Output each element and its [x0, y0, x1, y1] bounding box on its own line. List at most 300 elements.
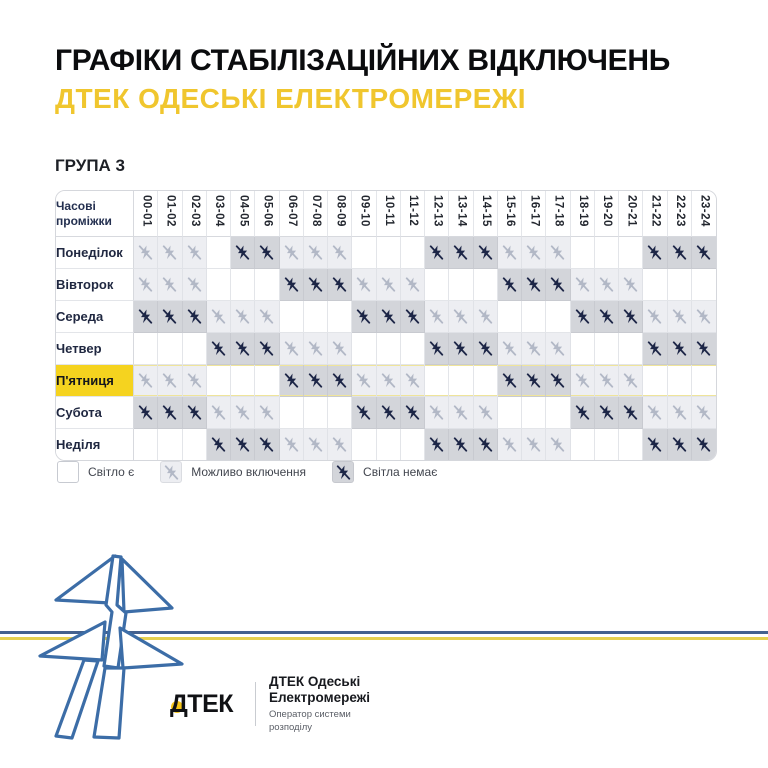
schedule-cell-off [619, 397, 643, 429]
hour-label: 04-05 [231, 191, 255, 237]
no-power-bolt-icon [308, 277, 323, 292]
schedule-cell-off [377, 301, 401, 333]
no-power-bolt-icon [235, 405, 250, 420]
schedule-cell-maybe [449, 397, 473, 429]
hour-label: 23-24 [692, 191, 716, 237]
no-power-bolt-icon [332, 437, 347, 452]
no-power-bolt-icon [381, 373, 396, 388]
day-label: Понеділок [56, 237, 134, 269]
schedule-cell-on [401, 333, 425, 365]
no-power-bolt-icon [336, 465, 351, 480]
schedule-cell-on [571, 333, 595, 365]
hours-header-row [56, 191, 716, 237]
schedule-cell-maybe [498, 333, 522, 365]
schedule-cell-off [643, 429, 667, 460]
schedule-cell-off [595, 301, 619, 333]
schedule-cell-on [643, 365, 667, 397]
no-power-bolt-icon [502, 277, 517, 292]
schedule-cell-off [522, 269, 546, 301]
schedule-cell-maybe [231, 301, 255, 333]
no-power-bolt-icon [696, 309, 711, 324]
no-power-bolt-icon [599, 373, 614, 388]
schedule-cell-on [280, 301, 304, 333]
no-power-bolt-icon [453, 309, 468, 324]
no-power-bolt-icon [162, 309, 177, 324]
schedule-cell-on [280, 397, 304, 429]
schedule-row [56, 365, 716, 397]
legend-swatch [57, 461, 79, 483]
schedule-cell-maybe [619, 365, 643, 397]
no-power-bolt-icon [211, 437, 226, 452]
no-power-bolt-icon [235, 309, 250, 324]
schedule-cell-on [377, 429, 401, 460]
schedule-cell-on [352, 237, 376, 269]
schedule-row [56, 397, 716, 429]
no-power-bolt-icon [259, 341, 274, 356]
schedule-cell-off [328, 269, 352, 301]
schedule-cell-off [231, 333, 255, 365]
schedule-cell-off [280, 365, 304, 397]
no-power-bolt-icon [187, 373, 202, 388]
no-power-bolt-icon [332, 373, 347, 388]
schedule-cell-off [304, 269, 328, 301]
schedule-cell-on [595, 429, 619, 460]
schedule-cell-on [255, 269, 279, 301]
no-power-bolt-icon [672, 309, 687, 324]
schedule-cell-off [183, 301, 207, 333]
schedule-cell-off [668, 237, 692, 269]
schedule-cell-off [207, 429, 231, 460]
no-power-bolt-icon [235, 341, 250, 356]
schedule-cell-maybe [328, 333, 352, 365]
schedule-cell-off [425, 429, 449, 460]
group-label: ГРУПА 3 [55, 156, 126, 175]
schedule-cell-maybe [377, 269, 401, 301]
no-power-bolt-icon [405, 373, 420, 388]
no-power-bolt-icon [647, 309, 662, 324]
schedule-cell-off [280, 269, 304, 301]
no-power-bolt-icon [284, 373, 299, 388]
no-power-bolt-icon [526, 341, 541, 356]
schedule-row [56, 301, 716, 333]
schedule-cell-off [207, 333, 231, 365]
hour-label: 06-07 [280, 191, 304, 237]
schedule-cell-maybe [158, 269, 182, 301]
company-name-line1: ДТЕК Одеські [269, 674, 361, 689]
legend-swatch [332, 461, 354, 483]
schedule-cell-on [619, 429, 643, 460]
schedule-cell-on [425, 269, 449, 301]
schedule-cell-maybe [280, 333, 304, 365]
no-power-bolt-icon [647, 437, 662, 452]
schedule-cell-off [304, 365, 328, 397]
schedule-cell-maybe [546, 333, 570, 365]
hour-label: 21-22 [643, 191, 667, 237]
no-power-bolt-icon [332, 341, 347, 356]
schedule-cell-off [595, 397, 619, 429]
no-power-bolt-icon [138, 245, 153, 260]
no-power-bolt-icon [575, 373, 590, 388]
no-power-bolt-icon [550, 245, 565, 260]
schedule-cell-off [449, 237, 473, 269]
schedule-cell-off [328, 365, 352, 397]
hour-label: 19-20 [595, 191, 619, 237]
schedule-cell-on [158, 333, 182, 365]
no-power-bolt-icon [381, 277, 396, 292]
no-power-bolt-icon [647, 341, 662, 356]
no-power-bolt-icon [526, 437, 541, 452]
schedule-cell-maybe [522, 333, 546, 365]
day-label: Четвер [56, 333, 134, 365]
dtek-logo [170, 690, 242, 718]
schedule-cell-off [158, 397, 182, 429]
hour-label: 02-03 [183, 191, 207, 237]
schedule-cell-off [401, 397, 425, 429]
schedule-cell-off [255, 429, 279, 460]
schedule-cell-off [571, 397, 595, 429]
no-power-bolt-icon [162, 277, 177, 292]
schedule-cell-off [668, 429, 692, 460]
no-power-bolt-icon [429, 245, 444, 260]
schedule-cell-maybe [328, 237, 352, 269]
schedule-cell-on [449, 365, 473, 397]
schedule-cell-off [498, 365, 522, 397]
schedule-cell-on [498, 397, 522, 429]
no-power-bolt-icon [478, 309, 493, 324]
no-power-bolt-icon [235, 437, 250, 452]
legend-item [160, 461, 306, 483]
schedule-cell-maybe [352, 269, 376, 301]
company-sub-line [269, 709, 370, 734]
schedule-cell-on [231, 269, 255, 301]
schedule-cell-maybe [231, 397, 255, 429]
hour-label: 13-14 [449, 191, 473, 237]
schedule-cell-maybe [522, 237, 546, 269]
schedule-cell-maybe [255, 397, 279, 429]
legend-label: Можливо включення [191, 465, 307, 479]
no-power-bolt-icon [623, 405, 638, 420]
no-power-bolt-icon [696, 341, 711, 356]
schedule-cell-on [377, 237, 401, 269]
schedule-cell-maybe [401, 365, 425, 397]
no-power-bolt-icon [138, 277, 153, 292]
schedule-cell-maybe [692, 301, 716, 333]
no-power-bolt-icon [696, 437, 711, 452]
schedule-cell-off [255, 237, 279, 269]
day-label: Субота [56, 397, 134, 429]
schedule-cell-off [377, 397, 401, 429]
no-power-bolt-icon [405, 405, 420, 420]
no-power-bolt-icon [138, 373, 153, 388]
schedule-cell-off [571, 301, 595, 333]
no-power-bolt-icon [550, 437, 565, 452]
schedule-cell-on [692, 365, 716, 397]
no-power-bolt-icon [308, 245, 323, 260]
hour-label: 18-19 [571, 191, 595, 237]
schedule-cell-maybe [474, 301, 498, 333]
schedule-cell-maybe [498, 237, 522, 269]
schedule-cell-off [474, 237, 498, 269]
schedule-cell-on [328, 301, 352, 333]
no-power-bolt-icon [138, 405, 153, 420]
no-power-bolt-icon [429, 309, 444, 324]
schedule-cell-maybe [304, 333, 328, 365]
schedule-cell-off [474, 429, 498, 460]
schedule-cell-maybe [643, 301, 667, 333]
schedule-cell-maybe [498, 429, 522, 460]
no-power-bolt-icon [550, 341, 565, 356]
no-power-bolt-icon [696, 245, 711, 260]
schedule-cell-off [425, 333, 449, 365]
schedule-cell-maybe [668, 397, 692, 429]
schedule-row [56, 269, 716, 301]
schedule-cell-maybe [304, 237, 328, 269]
schedule-cell-on [401, 237, 425, 269]
hour-label: 00-01 [134, 191, 158, 237]
logo-wordmark: ДТЕК [170, 690, 234, 719]
no-power-bolt-icon [381, 405, 396, 420]
schedule-cell-on [522, 397, 546, 429]
no-power-bolt-icon [284, 341, 299, 356]
hour-label: 01-02 [158, 191, 182, 237]
no-power-bolt-icon [259, 245, 274, 260]
schedule-cell-off [255, 333, 279, 365]
no-power-bolt-icon [284, 245, 299, 260]
schedule-cell-on [231, 365, 255, 397]
hour-label: 05-06 [255, 191, 279, 237]
schedule-cell-off [183, 397, 207, 429]
no-power-bolt-icon [308, 437, 323, 452]
day-label: Неділя [56, 429, 134, 460]
no-power-bolt-icon [550, 277, 565, 292]
schedule-cell-maybe [571, 365, 595, 397]
schedule-cell-maybe [183, 269, 207, 301]
schedule-cell-off [546, 269, 570, 301]
schedule-cell-on [474, 365, 498, 397]
company-name-line2: Електромережі [269, 690, 370, 706]
no-power-bolt-icon [478, 437, 493, 452]
schedule-cell-off [692, 429, 716, 460]
no-power-bolt-icon [164, 465, 179, 480]
schedule-cell-maybe [595, 269, 619, 301]
no-power-bolt-icon [429, 405, 444, 420]
hour-label: 22-23 [668, 191, 692, 237]
schedule-cell-maybe [401, 269, 425, 301]
schedule-cell-maybe [183, 237, 207, 269]
company-sub-line1: Оператор системи [269, 709, 351, 721]
no-power-bolt-icon [211, 309, 226, 324]
no-power-bolt-icon [647, 245, 662, 260]
schedule-cell-on [183, 333, 207, 365]
no-power-bolt-icon [502, 437, 517, 452]
no-power-bolt-icon [429, 437, 444, 452]
hour-label: 15-16 [498, 191, 522, 237]
schedule-cell-on [474, 269, 498, 301]
hour-label: 12-13 [425, 191, 449, 237]
schedule-cell-on [546, 397, 570, 429]
no-power-bolt-icon [526, 277, 541, 292]
schedule-cell-on [377, 333, 401, 365]
schedule-cell-on [619, 333, 643, 365]
no-power-bolt-icon [575, 309, 590, 324]
schedule-cell-maybe [158, 365, 182, 397]
no-power-bolt-icon [502, 373, 517, 388]
no-power-bolt-icon [696, 405, 711, 420]
schedule-cell-maybe [158, 237, 182, 269]
schedule-cell-maybe [134, 365, 158, 397]
no-power-bolt-icon [187, 245, 202, 260]
no-power-bolt-icon [332, 245, 347, 260]
no-power-bolt-icon [672, 341, 687, 356]
schedule-cell-on [619, 237, 643, 269]
no-power-bolt-icon [502, 341, 517, 356]
schedule-cell-maybe [377, 365, 401, 397]
no-power-bolt-icon [187, 405, 202, 420]
no-power-bolt-icon [453, 341, 468, 356]
legend-swatch [160, 461, 182, 483]
schedule-cell-maybe [207, 301, 231, 333]
schedule-cell-on [401, 429, 425, 460]
transmission-tower-illustration [20, 550, 192, 746]
no-power-bolt-icon [526, 245, 541, 260]
no-power-bolt-icon [356, 405, 371, 420]
page-title: ГРАФІКИ СТАБІЛІЗАЦІЙНИХ ВІДКЛЮЧЕНЬ [55, 44, 670, 77]
schedule-cell-maybe [595, 365, 619, 397]
schedule-cell-maybe [280, 237, 304, 269]
schedule-row [56, 429, 716, 460]
footer-text [269, 674, 370, 734]
hour-label: 07-08 [304, 191, 328, 237]
schedule-cell-maybe [425, 397, 449, 429]
schedule-row [56, 237, 716, 269]
no-power-bolt-icon [259, 309, 274, 324]
no-power-bolt-icon [478, 341, 493, 356]
schedule-cell-on [643, 269, 667, 301]
schedule-cell-maybe [692, 397, 716, 429]
no-power-bolt-icon [187, 277, 202, 292]
schedule-cell-on [425, 365, 449, 397]
schedule-cell-on [328, 397, 352, 429]
no-power-bolt-icon [138, 309, 153, 324]
no-power-bolt-icon [162, 405, 177, 420]
footer-divider [255, 682, 256, 726]
no-power-bolt-icon [211, 405, 226, 420]
schedule-cell-on [352, 333, 376, 365]
schedule-cell-maybe [255, 301, 279, 333]
no-power-bolt-icon [599, 309, 614, 324]
schedule-cell-on [183, 429, 207, 460]
schedule-cell-maybe [328, 429, 352, 460]
no-power-bolt-icon [308, 373, 323, 388]
schedule-cell-on [207, 269, 231, 301]
no-power-bolt-icon [356, 373, 371, 388]
schedule-cell-off [619, 301, 643, 333]
schedule-cell-on [498, 301, 522, 333]
no-power-bolt-icon [575, 405, 590, 420]
schedule-cell-off [231, 237, 255, 269]
no-power-bolt-icon [453, 405, 468, 420]
schedule-cell-maybe [280, 429, 304, 460]
schedule-cell-off [668, 333, 692, 365]
no-power-bolt-icon [672, 405, 687, 420]
schedule-cell-maybe [546, 429, 570, 460]
hour-label: 11-12 [401, 191, 425, 237]
hour-label: 03-04 [207, 191, 231, 237]
schedule-cell-on [158, 429, 182, 460]
day-label: П'ятниця [56, 365, 134, 397]
schedule-cell-on [134, 429, 158, 460]
schedule-cell-maybe [304, 429, 328, 460]
no-power-bolt-icon [478, 405, 493, 420]
no-power-bolt-icon [259, 405, 274, 420]
no-power-bolt-icon [599, 405, 614, 420]
schedule-cell-on [595, 333, 619, 365]
schedule-cell-maybe [352, 365, 376, 397]
no-power-bolt-icon [575, 277, 590, 292]
schedule-cell-off [134, 301, 158, 333]
no-power-bolt-icon [453, 437, 468, 452]
no-power-bolt-icon [356, 309, 371, 324]
schedule-cell-on [207, 365, 231, 397]
no-power-bolt-icon [623, 277, 638, 292]
schedule-cell-off [425, 237, 449, 269]
hour-label: 10-11 [377, 191, 401, 237]
schedule-cell-off [352, 397, 376, 429]
schedule-cell-off [643, 237, 667, 269]
schedule-cell-on [207, 237, 231, 269]
no-power-bolt-icon [284, 277, 299, 292]
schedule-cell-maybe [571, 269, 595, 301]
schedule-cell-on [668, 269, 692, 301]
no-power-bolt-icon [550, 373, 565, 388]
no-power-bolt-icon [405, 309, 420, 324]
schedule-cell-maybe [134, 269, 158, 301]
schedule-cell-maybe [668, 301, 692, 333]
day-label: Вівторок [56, 269, 134, 301]
no-power-bolt-icon [381, 309, 396, 324]
no-power-bolt-icon [478, 245, 493, 260]
schedule-cell-maybe [619, 269, 643, 301]
no-power-bolt-icon [162, 245, 177, 260]
schedule-cell-off [546, 365, 570, 397]
no-power-bolt-icon [599, 277, 614, 292]
schedule-row [56, 333, 716, 365]
no-power-bolt-icon [162, 373, 177, 388]
schedule-cell-on [352, 429, 376, 460]
day-label: Середа [56, 301, 134, 333]
schedule-cell-off [522, 365, 546, 397]
schedule-cell-maybe [546, 237, 570, 269]
schedule-cell-off [134, 397, 158, 429]
schedule-cell-maybe [522, 429, 546, 460]
hour-label: 20-21 [619, 191, 643, 237]
schedule-cell-on [449, 269, 473, 301]
schedule-cell-maybe [643, 397, 667, 429]
schedule-cell-on [304, 397, 328, 429]
legend-label: Світло є [88, 465, 135, 479]
schedule-cell-maybe [134, 237, 158, 269]
no-power-bolt-icon [623, 373, 638, 388]
no-power-bolt-icon [502, 245, 517, 260]
hour-label: 08-09 [328, 191, 352, 237]
schedule-cell-maybe [449, 301, 473, 333]
schedule-cell-off [158, 301, 182, 333]
no-power-bolt-icon [187, 309, 202, 324]
footer [170, 674, 370, 734]
company-sub-line2: розподілу [269, 721, 312, 733]
schedule-cell-off [498, 269, 522, 301]
schedule-cell-off [449, 333, 473, 365]
